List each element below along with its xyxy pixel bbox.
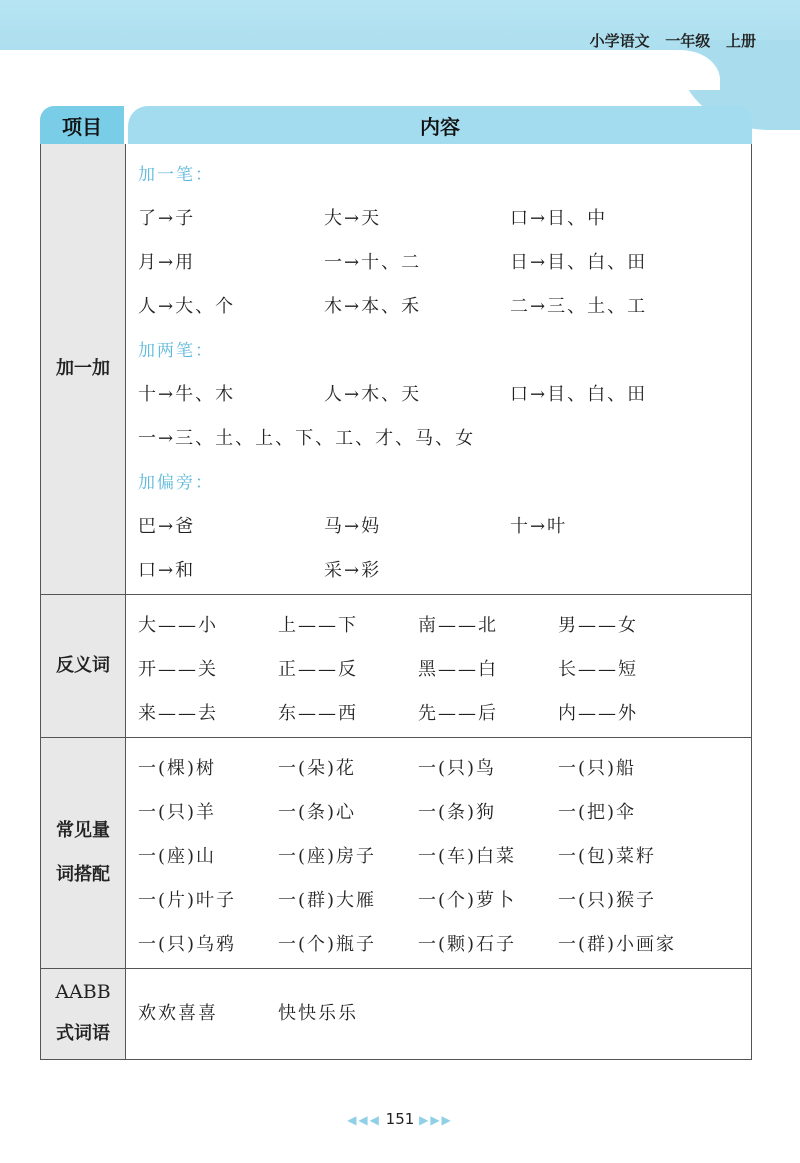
table-cell: 人→大、个 <box>138 296 236 317</box>
table-cell: 一(朵)花 <box>278 758 357 779</box>
table-cell: 加偏旁： <box>138 473 214 493</box>
table-cell: 先——后 <box>418 703 498 724</box>
table-cell: 巴→爸 <box>138 516 196 537</box>
section-content <box>126 595 751 737</box>
table-cell: 一→三、土、上、下、工、才、马、女 <box>138 428 476 449</box>
right-arrows-icon: ▶▶▶ <box>419 1113 453 1127</box>
table-cell: 正——反 <box>278 659 358 680</box>
page-number: 151 <box>385 1110 415 1128</box>
table-row <box>138 546 751 590</box>
table-cell: 十→叶 <box>510 516 568 537</box>
table-cell: 内——外 <box>558 703 638 724</box>
section-label: 常见量 词搭配 <box>41 738 126 968</box>
table-body <box>40 144 752 1060</box>
section-content <box>126 969 751 1059</box>
table-cell: 大——小 <box>138 615 218 636</box>
table-cell: 一(片)叶子 <box>138 890 237 911</box>
table-row <box>138 788 751 832</box>
table-cell: 一(群)大雁 <box>278 890 377 911</box>
section-antonyms <box>41 594 751 737</box>
table-header <box>40 106 752 144</box>
section-add-strokes <box>41 144 751 594</box>
table-cell: 大→天 <box>324 208 382 229</box>
table-cell: 一(只)羊 <box>138 802 217 823</box>
table-cell: 一(座)房子 <box>278 846 377 867</box>
table-cell: 东——西 <box>278 703 358 724</box>
table-row <box>138 414 751 458</box>
table-cell: 长——短 <box>558 659 638 680</box>
section-aabb-words <box>41 968 751 1059</box>
table-cell: 一(只)鸟 <box>418 758 497 779</box>
table-cell: 一(个)瓶子 <box>278 934 377 955</box>
table-row <box>138 645 751 689</box>
table-cell: 口→和 <box>138 560 196 581</box>
group-title <box>138 150 751 194</box>
table-row <box>138 194 751 238</box>
section-label: 加一加 <box>41 144 126 594</box>
subject: 小学语文 <box>589 32 650 50</box>
table-cell: 来——去 <box>138 703 218 724</box>
table-cell: 采→彩 <box>324 560 382 581</box>
table-cell: 月→用 <box>138 252 196 273</box>
table-cell: 口→日、中 <box>510 208 608 229</box>
section-label: AABB 式词语 <box>41 969 126 1059</box>
table-cell: 木→本、禾 <box>324 296 422 317</box>
table-cell: 一(座)山 <box>138 846 217 867</box>
table-cell: 十→牛、木 <box>138 384 236 405</box>
section-content <box>126 144 751 594</box>
table-row <box>138 744 751 788</box>
table-row <box>138 989 751 1033</box>
table-row <box>138 370 751 414</box>
table-row <box>138 920 751 964</box>
table-cell: 上——下 <box>278 615 358 636</box>
table-row <box>138 502 751 546</box>
table-cell: 一(只)船 <box>558 758 637 779</box>
table-cell: 了→子 <box>138 208 196 229</box>
table-cell: 黑——白 <box>418 659 498 680</box>
group-title <box>138 326 751 370</box>
table-cell: 马→妈 <box>324 516 382 537</box>
table-cell: 一→十、二 <box>324 252 422 273</box>
left-arrows-icon: ◀◀◀ <box>347 1113 381 1127</box>
table-cell: 一(条)狗 <box>418 802 497 823</box>
table-cell: 一(颗)石子 <box>418 934 517 955</box>
table-cell: 一(棵)树 <box>138 758 217 779</box>
table-cell: 日→目、白、田 <box>510 252 648 273</box>
table-cell: 南——北 <box>418 615 498 636</box>
table-cell: 人→木、天 <box>324 384 422 405</box>
table-cell: 一(把)伞 <box>558 802 637 823</box>
table-row <box>138 876 751 920</box>
table-cell: 一(只)乌鸦 <box>138 934 237 955</box>
table-cell: 一(只)猴子 <box>558 890 657 911</box>
group-title <box>138 458 751 502</box>
table-cell: 二→三、土、工 <box>510 296 648 317</box>
volume: 上册 <box>725 32 756 50</box>
table-cell: 口→目、白、田 <box>510 384 648 405</box>
table-cell: 加两笔： <box>138 341 214 361</box>
column-header-content: 内容 <box>128 106 752 144</box>
section-content <box>126 738 751 968</box>
table-cell: 一(条)心 <box>278 802 357 823</box>
table-cell: 一(群)小画家 <box>558 934 677 955</box>
table-cell: 一(个)萝卜 <box>418 890 517 911</box>
column-header-item: 项目 <box>40 106 124 144</box>
table-row <box>138 832 751 876</box>
table-cell: 男——女 <box>558 615 638 636</box>
table-row <box>138 282 751 326</box>
page-header <box>590 30 756 51</box>
header-band-cut <box>0 50 720 90</box>
section-label: 反义词 <box>41 595 126 737</box>
table-cell: 开——关 <box>138 659 218 680</box>
section-measure-words <box>41 737 751 968</box>
table-cell: 欢欢喜喜 <box>138 1003 218 1024</box>
table-cell: 一(包)菜籽 <box>558 846 657 867</box>
table-row <box>138 601 751 645</box>
table-cell: 快快乐乐 <box>278 1003 358 1024</box>
summary-table <box>40 106 752 1060</box>
page-footer <box>0 1110 800 1128</box>
grade: 一年级 <box>665 32 711 50</box>
table-row <box>138 689 751 733</box>
table-row <box>138 238 751 282</box>
table-cell: 一(车)白菜 <box>418 846 517 867</box>
table-cell: 加一笔： <box>138 165 214 185</box>
